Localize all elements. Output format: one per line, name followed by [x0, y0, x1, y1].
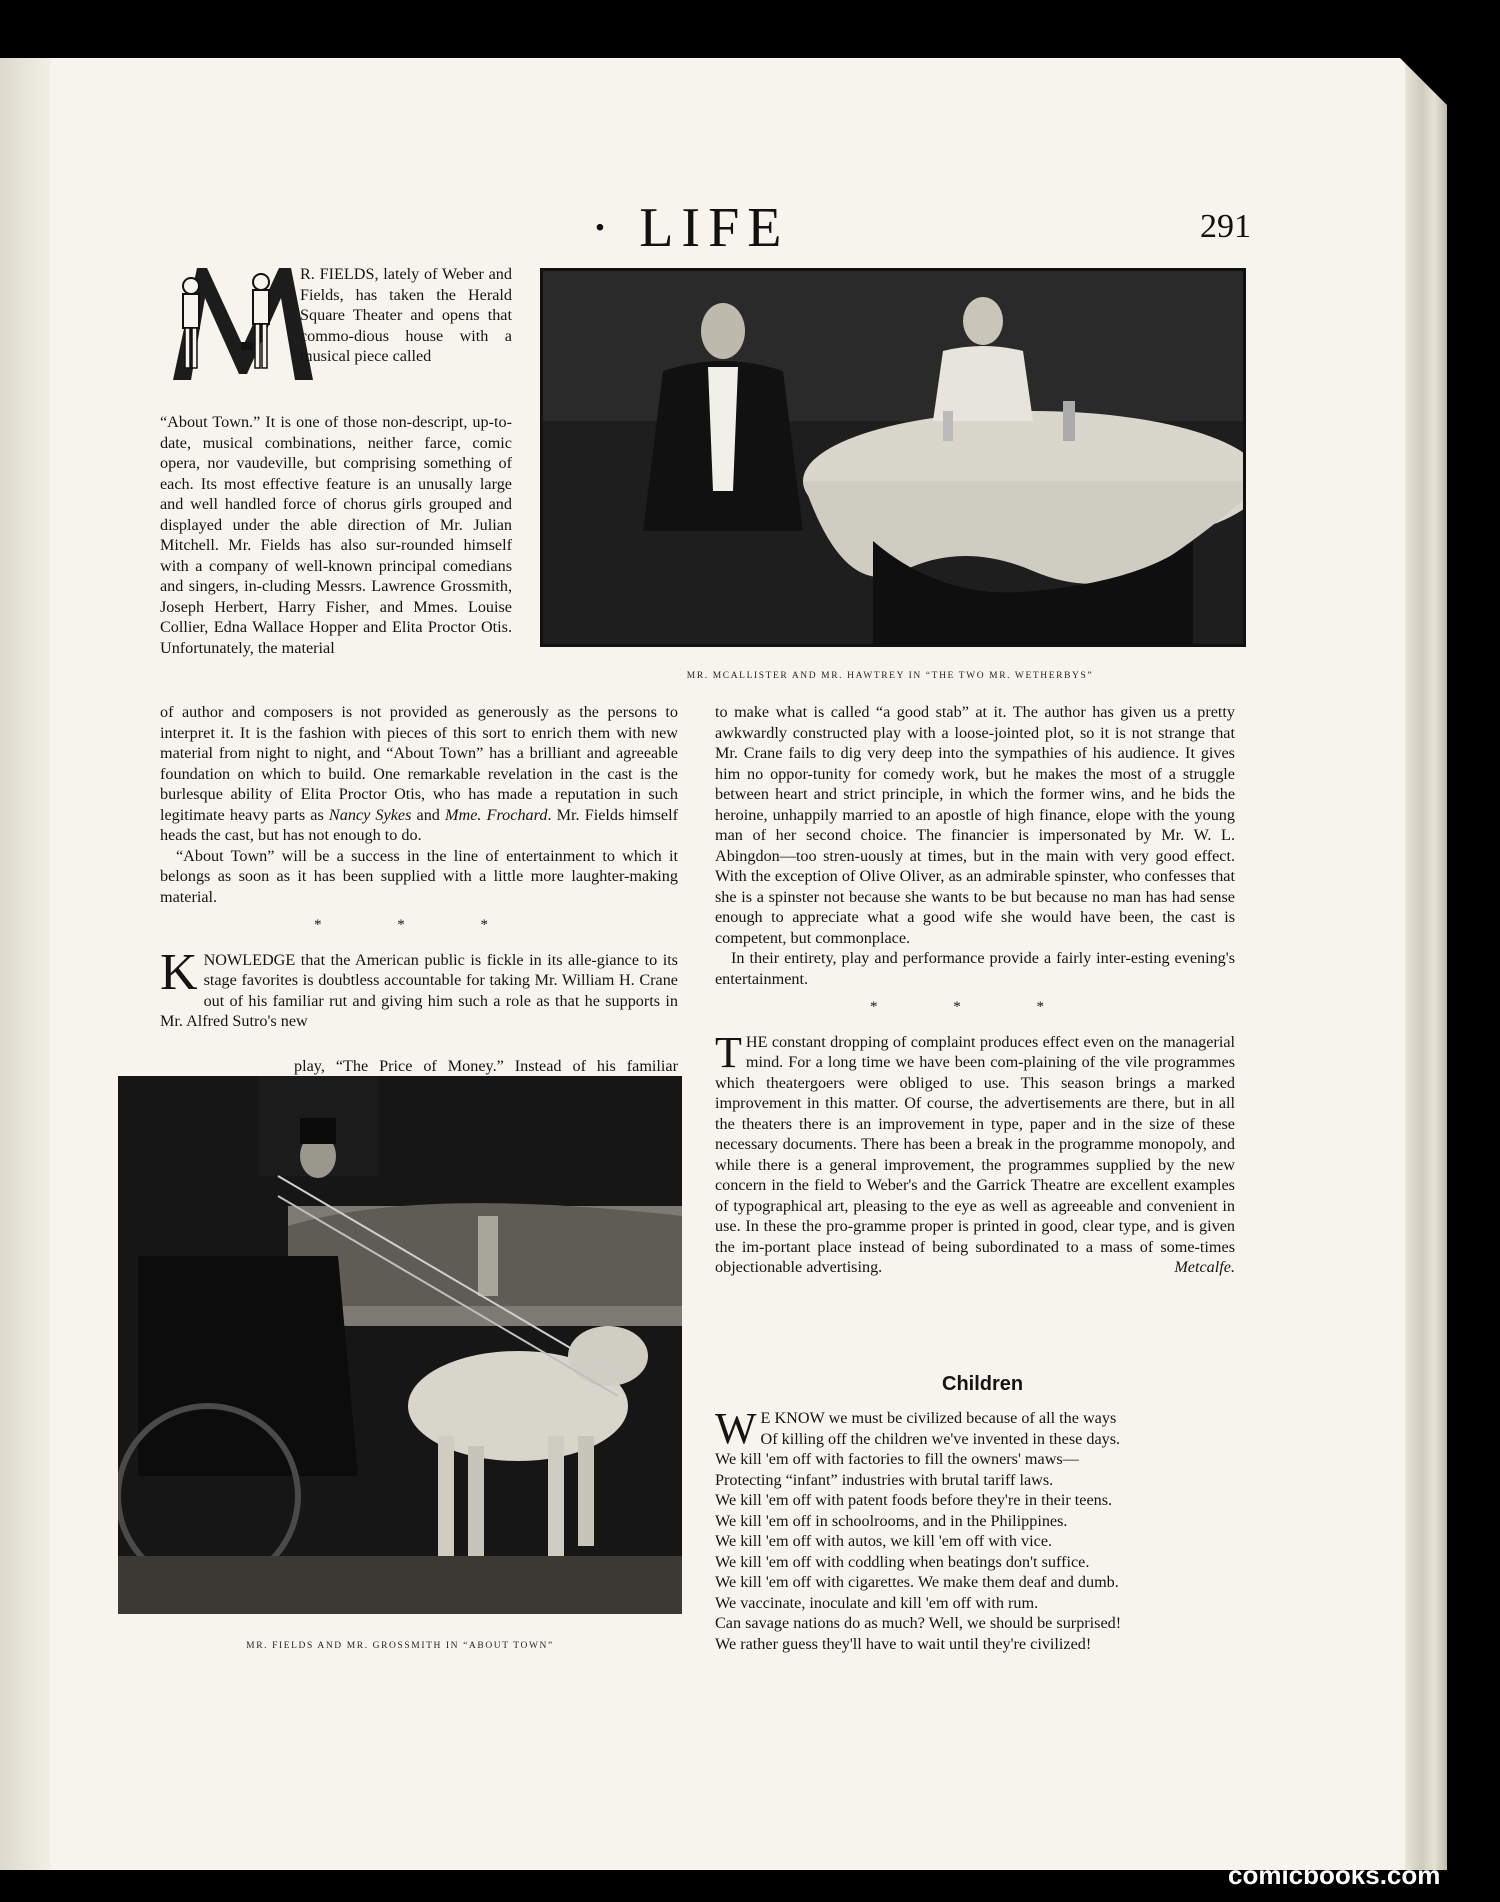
- author-signature: Metcalfe.: [1174, 1258, 1235, 1276]
- watermark: comicbooks.com: [1228, 1860, 1441, 1890]
- illustrated-m-dropcap-icon: [163, 262, 323, 386]
- dropcap-t: T: [715, 1027, 742, 1077]
- page-corner-fold: [1400, 58, 1460, 118]
- poem-line: Can savage nations do as much? Well, we should be surprised!: [715, 1614, 1122, 1632]
- dropcap-k: K: [160, 943, 198, 1001]
- masthead: · LIFE: [590, 197, 790, 259]
- poem-line: Protecting “infant” industries with brutal tariff laws.: [715, 1470, 1054, 1489]
- photo-about-town: [118, 1076, 682, 1614]
- page-number: 291: [1200, 208, 1251, 245]
- poem-line: We kill 'em off in schoolrooms, and in the Philippines.: [715, 1511, 1068, 1530]
- intro-narrow-text: R. FIELDS, lately of Weber and Fields, has taken the Herald Square Theater and opens that commo-dious house with a musical piece called: [300, 265, 512, 365]
- section-divider-stars-2: * * *: [870, 999, 1080, 1015]
- poem-line: We kill 'em off with factories to fill the owners' maws—: [715, 1450, 1079, 1468]
- poem-line: We kill 'em off with patent foods before they're in their teens.: [715, 1491, 1113, 1509]
- column2-text: to make what is called “a good stab” at it. The author has given us a pretty awkwardly constructed play with a loose-jointed plot, so it is not strange that Mr. Crane fails to dig very deep into the sympathies of his audience. It gives him no oppor-tunity for comedy work, but he makes the most of a struggle between heart and strict principle, in which the former wins, and he bids the heroine, unhappily married to an apostle of high finance, elope with the young man of her second choice. The financier is impersonated by Mr. W. L. Abingdon—too stren-uously at times, but in the main with very good effect. With the exception of Olive Oliver, as an admirable spinster, who confesses that she is a spinster not because she wants to be but because no man has had sense enough to appreciate what a good wife she would have been, the cast is competent, but commonplace. In their entirety, play and performance provide a fairly inter-esting evening's entertainment. * * * THE constant dropping of complaint produces effect even on the managerial mind. For a long time we have been com-plaining of the vile programmes which theatergoers were obliged to use. This season brings a marked improvement in this matter. Of course, the advertisements are there, but in all the theaters there is an improvement in type, paper and in the size of these necessary documents. There has been a break in the programme monopoly, and while there is a general improvement, the programmes supplied by the new concern in the field to Weber's and the Garrick Theatre are excellent examples of typographical art, pleasing to the eye as well as agreeable and convenient in use. In these the pro-gramme proper is printed in good, clear type, and is given the im-portant place instead of being subordinated to a mass of some-times objectionable advertising. Metcalfe.: [715, 703, 1235, 1276]
- poem-children: W E KNOW we must be civilized because of all the ways Of killing off the children we've invented in these days. We kill 'em off with factories to fill the owners' maws— Protecting “infant” industries with brutal tariff laws. We kill 'em off with patent foods before they're in their teens. We kill 'em off in schoolrooms, and in the Philippines. We kill 'em off with autos, we kill 'em off with vice. We kill 'em off with coddling when beatings don't suffice. We kill 'em off with cigarettes. We make them deaf and dumb. We vaccinate, inoculate and kill 'em off with rum. Can savage nations do as much? Well, we should be surprised! We rather guess they'll have to wait until they're civilized!: [715, 1408, 1235, 1654]
- caption-top-photo: MR. MCALLISTER AND MR. HAWTREY IN “THE TWO MR. WETHERBYS”: [686, 671, 1094, 681]
- poem-line: We rather guess they'll have to wait until they're civilized!: [715, 1634, 1092, 1653]
- poem-line: We vaccinate, inoculate and kill 'em off with rum.: [715, 1593, 1039, 1612]
- poem-line: We kill 'em off with autos, we kill 'em off with vice.: [715, 1532, 1053, 1550]
- dropcap-w: W: [715, 1404, 757, 1453]
- section-divider-stars: * * *: [314, 917, 524, 933]
- column1-narrow-text: play, “The Price of Money.” Instead of his familiar: [294, 1057, 678, 1075]
- column1-continued-text: of author and composers is not provided as generously as the persons to interpret it. It is the fashion with pieces of this sort to enrich them with new material from night to night, and “About Town” has a brilliant and agreeable foundation on which to build. One remarkable revelation in the cast is the burlesque ability of Elita Proctor Otis, who has made a reputation in such legitimate heavy parts as Nancy Sykes and Mme. Frochard. Mr. Fields himself heads the cast, but has not enough to do. “About Town” will be a success in the line of entertainment to which it belongs as soon as it has been supplied with a little more laughter-making material. * * * KNOWLEDGE that the American public is fickle in its alle-giance to its stage favorites is doubtless accountable for taking Mr. William H. Crane out of his familiar rut and giving him such a role as that he supports in Mr. Alfred Sutro's new: [160, 703, 679, 1030]
- intro-body-text: “About Town.” It is one of those non-descript, up-to-date, musical combinations, neither farce, comic opera, nor vaudeville, but comprising something of each. Its most effective feature is an unusally large and well handled force of chorus girls grouped and displayed under the able direction of Mr. Julian Mitchell. Mr. Fields has also sur-rounded himself with a company of well-known principal comedians and singers, in-cluding Messrs. Lawrence Grossmith, Joseph Herbert, Harry Fisher, and Mmes. Louise Collier, Edna Wallace Hopper and Elita Proctor Otis. Unfortunately, the material: [160, 413, 512, 657]
- poem-title: Children: [942, 1373, 1024, 1395]
- poem-line: We kill 'em off with cigarettes. We make them deaf and dumb.: [715, 1573, 1119, 1591]
- page-stack-edge: [1405, 58, 1447, 1870]
- poem-line: We kill 'em off with coddling when beatings don't suffice.: [715, 1552, 1090, 1571]
- photo-two-wetherbys: [540, 268, 1246, 647]
- caption-bottom-photo: MR. FIELDS AND MR. GROSSMITH IN “ABOUT TOWN”: [246, 1641, 554, 1651]
